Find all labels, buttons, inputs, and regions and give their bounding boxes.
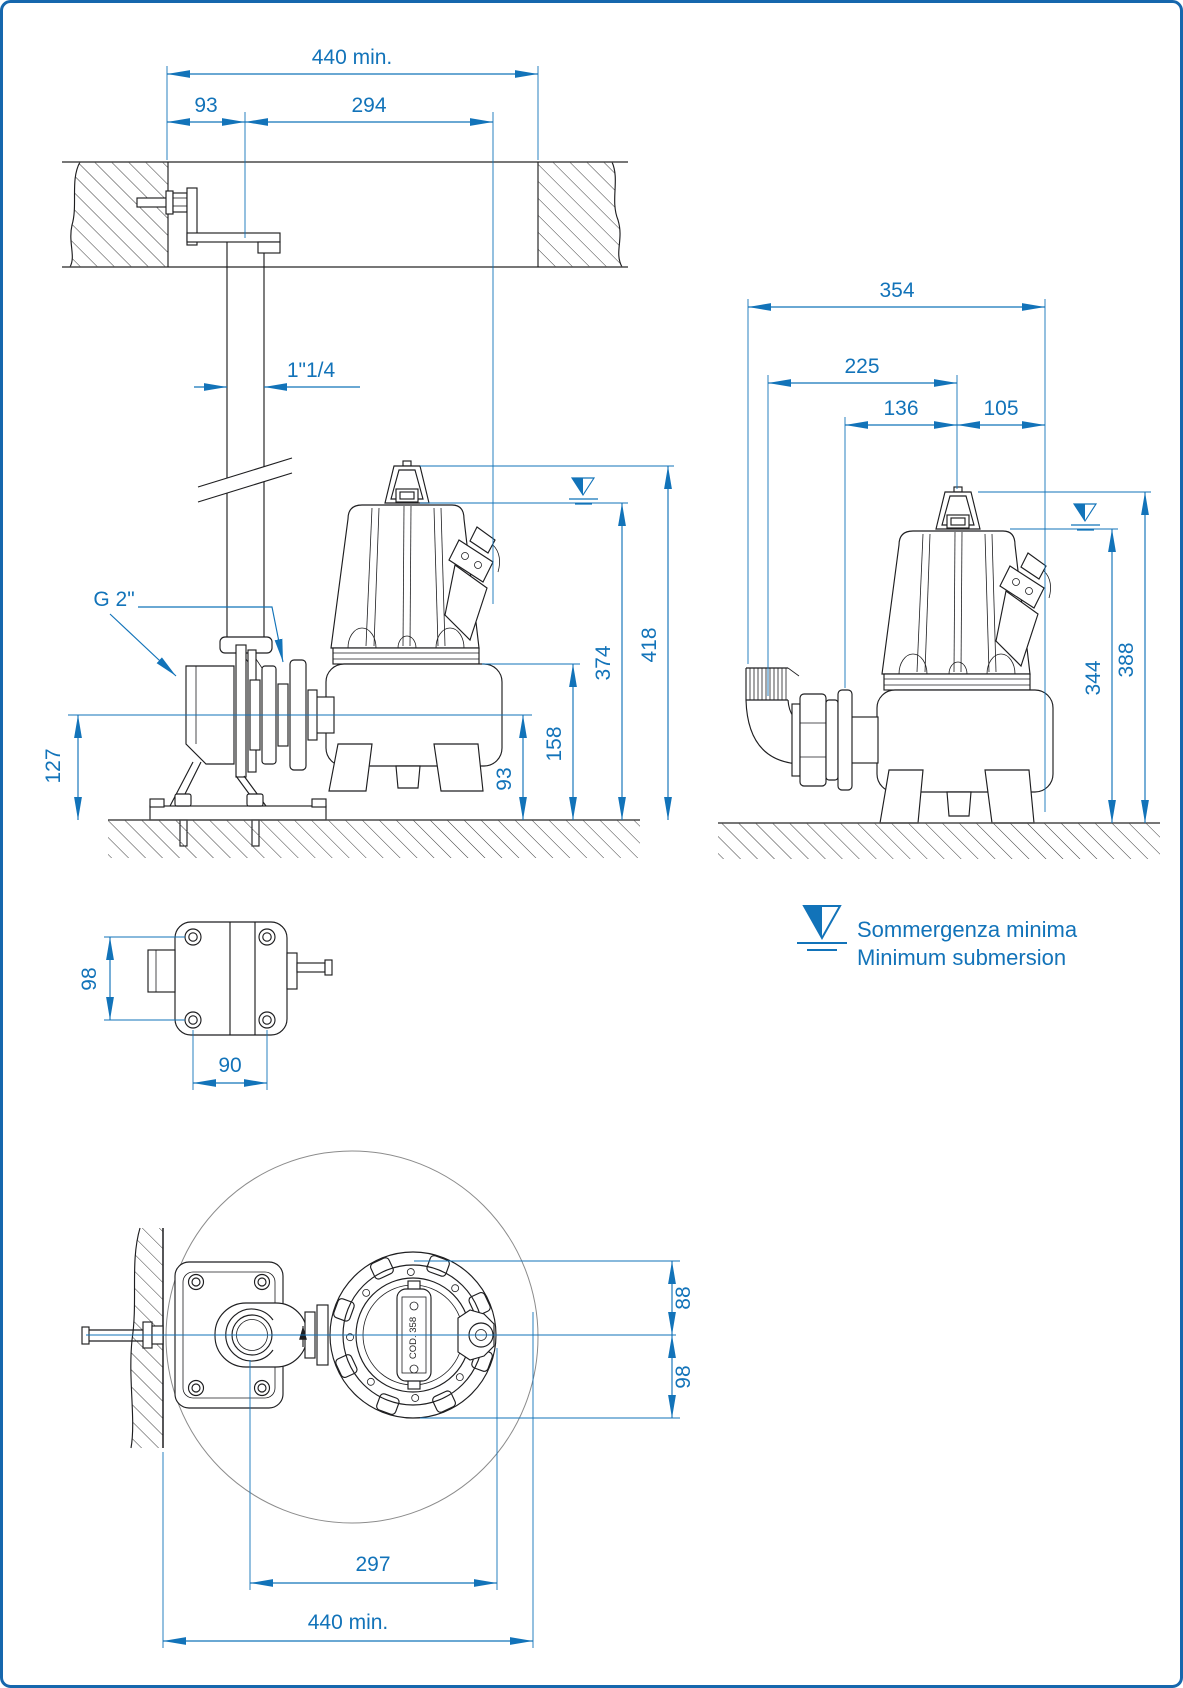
- floor-right: [718, 823, 1160, 859]
- dim-bracket-horizontal: 90: [218, 1054, 242, 1077]
- pump-side-left: [326, 461, 502, 766]
- legend: [797, 906, 1078, 970]
- bracket-body: [148, 922, 332, 1035]
- legend-line2: Minimum submersion: [857, 945, 1067, 970]
- dim-discharge-axis-height: 127: [42, 748, 65, 784]
- dim-center-to-coupling: 136: [883, 397, 919, 420]
- dim-center-to-float: 105: [983, 397, 1019, 420]
- ceiling-slab-section: [62, 162, 628, 267]
- dim-rail-to-pump: 297: [355, 1553, 391, 1576]
- dim-total-height-right: 388: [1115, 642, 1138, 678]
- hose-elbow: [746, 668, 878, 790]
- guide-pipe: [198, 242, 292, 648]
- pump-part-label: COD. 358: [408, 1316, 419, 1360]
- minimum-submersion-icon: [797, 906, 847, 950]
- dim-overall-length: 354: [879, 279, 915, 302]
- dim-foot-clearance: 93: [493, 767, 516, 791]
- legend-line1: Sommergenza minima: [857, 917, 1078, 942]
- dim-guide-pipe-thread: 1"1/4: [286, 359, 336, 382]
- dim-overall-min-width: 440 min.: [311, 46, 393, 69]
- pit-floor-left: [108, 820, 640, 858]
- dim-rail-to-float: 294: [351, 94, 387, 117]
- water-level-symbol-right: [1071, 504, 1100, 530]
- view-plan: [82, 1151, 695, 1648]
- view-side-installed: [42, 46, 674, 858]
- dim-center-to-thread: 225: [844, 355, 880, 378]
- view-side-free: [718, 279, 1160, 859]
- water-level-symbol: [569, 478, 598, 504]
- dim-wall-to-rail: 93: [194, 94, 218, 117]
- dim-pit-width-min: 440 min.: [307, 1611, 389, 1634]
- dim-total-height: 418: [638, 627, 661, 663]
- pump-side-right: [877, 487, 1053, 792]
- dim-center-to-top: 88: [672, 1286, 695, 1310]
- dim-min-water-level-right: 344: [1082, 660, 1105, 696]
- dim-discharge-thread: G 2": [93, 588, 135, 611]
- dim-min-water-level: 374: [592, 645, 615, 681]
- view-bracket-detail: [78, 922, 332, 1090]
- dim-bracket-vertical: 98: [78, 967, 101, 991]
- dim-center-to-bottom: 98: [672, 1365, 695, 1389]
- dim-volute-height: 158: [543, 726, 566, 762]
